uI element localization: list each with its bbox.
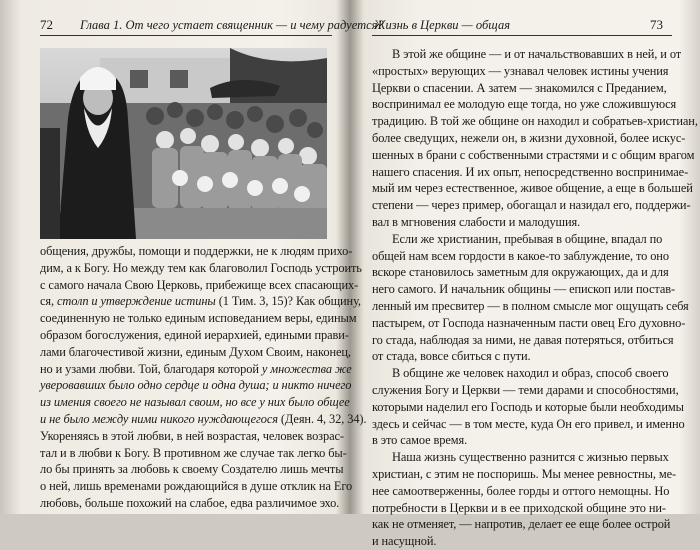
- text-line: образом богослужения, единой иерархией, едиными прави-: [40, 327, 349, 342]
- page-number: 72: [40, 17, 53, 32]
- text-line: и не было между ними никого нуждающегося (Деян. 4, 32, 34).: [40, 411, 367, 426]
- text-line: о ней, лишь временами рождающийся в душе отклик на Его: [40, 479, 353, 494]
- text-line: от стада, вовсе сбиться с пути.: [372, 349, 531, 364]
- text-line: го стада, наблюдая за ними, не давая потеряться, отбиться: [372, 332, 674, 347]
- running-head: Жизнь в Церкви — общая: [374, 18, 511, 32]
- text-line: В общине же человек находил и образ, способ своего: [392, 366, 669, 381]
- left-body-text: [40, 243, 367, 512]
- text-line: которыми наделил его Господь и которые были необходимы: [372, 399, 684, 414]
- header-rule: [372, 35, 672, 36]
- text-line: шенных в брани с собственными страстями и с общим врагом: [372, 147, 695, 162]
- text-line: степени — через пример, обогащал и назидал его, поддержи-: [372, 198, 691, 213]
- text-line: Церкви о спасении. А затем — знакомился с Преданием,: [372, 80, 667, 95]
- text-line: нее самоотверженны, более горды и оттого немощны. Но: [372, 483, 670, 498]
- text-line: потребности в Церкви и в ее приходской общине это ни-: [372, 500, 666, 515]
- text-line: из имения своего не называл своим, но все у них было общее: [40, 395, 350, 410]
- text-line: и насущной.: [372, 534, 437, 549]
- text-line: пастырем, от Господа назначенным пасти овец Его духовно-: [372, 315, 686, 330]
- text-line: лами благочестивой жизни, единым Духом Своим, наконец,: [40, 344, 351, 359]
- header-rule: [40, 35, 332, 36]
- text-line: но и узами любви. Той, благодаря которой у множества же: [40, 361, 352, 376]
- text-line: дим, а к Богу. Но между тем как благоволил Господь устроить: [40, 260, 362, 275]
- text-line: традицию. В той же общине он находил и собратьев-христиан,: [372, 114, 698, 129]
- text-line: ленный им пресвитер — в полном смысле мог ощущать себя: [372, 298, 689, 313]
- right-page: [350, 0, 700, 549]
- text-line: соединенную не только единым исповеданием веры, единым: [40, 311, 357, 326]
- right-body-text: [372, 46, 698, 550]
- text-line: вскоре становилось заметным для окружающих, да и для: [372, 265, 669, 280]
- running-head: Глава 1. От чего устает священник — и чему радуется?: [80, 18, 384, 32]
- text-line: Укореняясь в этой любви, в ней возрастая, человек возрас-: [40, 428, 344, 443]
- text-line: как не отменяет, — напротив, делает ее еще более острой: [372, 517, 671, 532]
- text-line: Если же христианин, пребывая в общине, впадал по: [392, 231, 663, 246]
- text-line: В этой же общине — и от начальствовавших в ней, и от: [392, 47, 682, 61]
- text-line: более сведущих, нежели он, в жизни духовной, более искус-: [372, 130, 686, 145]
- text-line: Наша жизнь существенно разнится с жизнью первых: [392, 450, 669, 465]
- text-line: уверовавших было одно сердце и одна душа; и никто ничего: [40, 378, 352, 393]
- text-line: общения, дружбы, помощи и поддержки, не к людям прихо-: [40, 244, 353, 258]
- text-line: «простых» верующих — узнавал человек истины учения: [372, 63, 669, 78]
- text-line: мый им через естественное, живое общение, а еще в большей: [372, 181, 693, 196]
- text-line: ся, столп и утверждение истины (1 Тим. 3, 15)? Как общину,: [40, 294, 361, 309]
- page-number: 73: [650, 17, 663, 32]
- text-line: общей нам всем гордости в какое-то заблуждение, то оно: [372, 248, 669, 263]
- text-line: нашего спасения. И их опыт, непосредственно воспринимае-: [372, 164, 689, 179]
- photograph-crowd-with-priest: [40, 48, 327, 239]
- photo-illustration: [40, 48, 327, 239]
- text-line: с самого начала Свою Церковь, прибежище всех спасающих-: [40, 277, 359, 292]
- text-line: него самого. И начальник общины — епископ или постав-: [372, 282, 675, 297]
- text-line: здесь и сейчас — в том месте, куда Он его привел, и именно: [372, 416, 685, 431]
- text-line: в это самое время.: [372, 433, 468, 448]
- text-line: воспринимал ее молодую еще тогда, но уже сложившуюся: [372, 97, 677, 112]
- text-line: любовь, больше похожий на слабое, едва различимое эхо.: [40, 495, 340, 510]
- text-line: вал в мгновения слабости и малодушия.: [372, 214, 581, 229]
- text-line: служения Богу и Церкви — теми дарами и способностями,: [372, 382, 679, 397]
- text-line: христиан, с этим не поспоришь. Мы менее ревностны, ме-: [372, 466, 677, 481]
- text-line: ло бы принять за любовь к своему Создателю лишь мечты: [40, 462, 344, 477]
- text-line: тал и в любви к Богу. В противном же случае так легко бы-: [40, 445, 347, 460]
